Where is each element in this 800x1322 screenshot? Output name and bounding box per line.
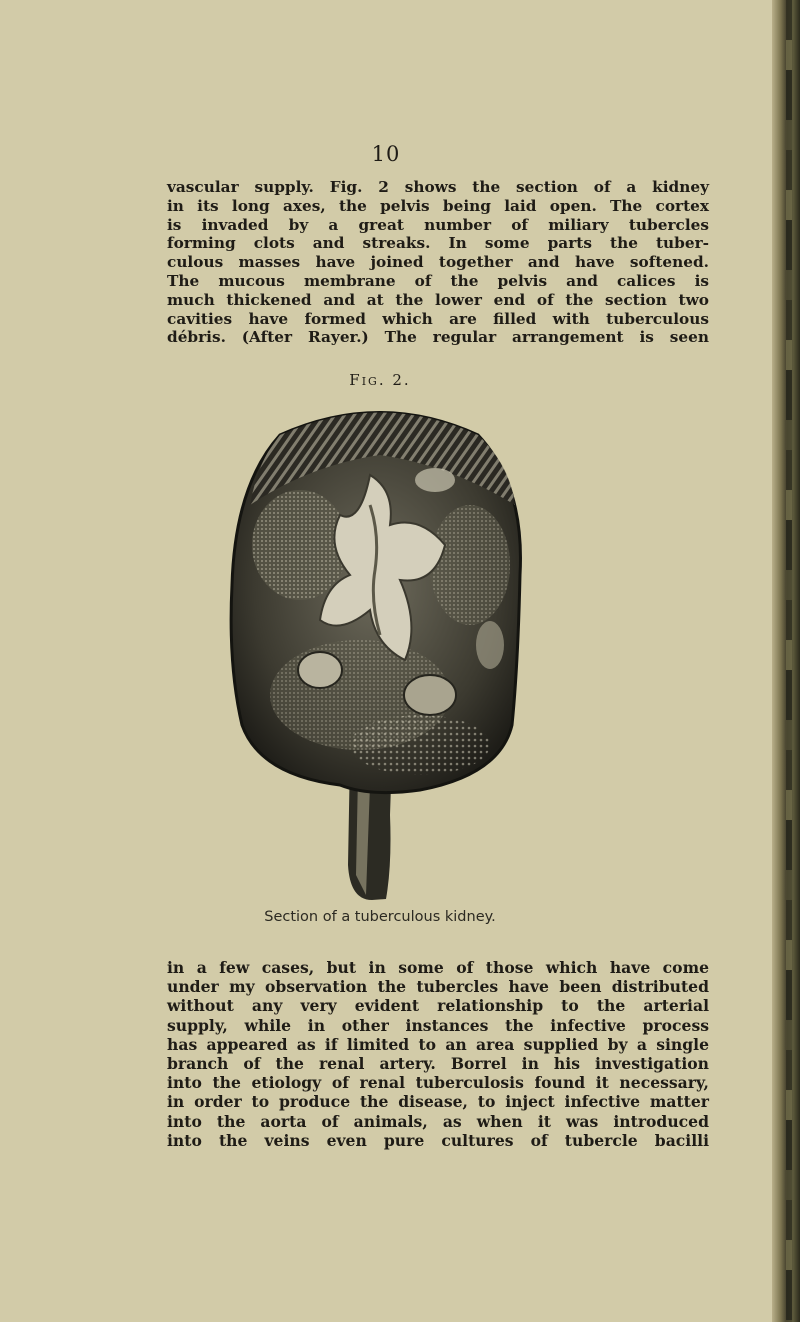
page-number: 10 xyxy=(371,142,401,166)
paragraph-2 xyxy=(167,958,709,1150)
text-line: under my observation the tubercles have been distributed xyxy=(167,977,709,997)
text-line: is invaded by a great number of miliary tubercles xyxy=(167,215,709,234)
kidney-section-illustration xyxy=(220,395,540,907)
text-line: supply, while in other instances the infective process xyxy=(167,1015,709,1035)
text-line: much thickened and at the lower end of the section two xyxy=(167,290,709,309)
page-edge-strip xyxy=(786,0,792,1322)
text-line: in its long axes, the pelvis being laid open. The cortex xyxy=(167,196,709,215)
text-line: branch of the renal artery. Borrel in his investigation xyxy=(167,1054,709,1074)
text-line: into the aorta of animals, as when it was introduced xyxy=(167,1111,709,1131)
text-line: The mucous membrane of the pelvis and calices is xyxy=(167,271,709,290)
text-line: cavities have formed which are filled with tuberculous xyxy=(167,309,709,328)
text-line: has appeared as if limited to an area supplied by a single xyxy=(167,1034,709,1054)
text-line: forming clots and streaks. In some parts the tuber- xyxy=(167,234,709,253)
figure-label: Fig. 2. xyxy=(349,371,411,389)
text-line: in order to produce the disease, to inject infective matter xyxy=(167,1092,709,1112)
text-line: culous masses have joined together and have softened. xyxy=(167,253,709,272)
text-line: into the veins even pure cultures of tubercle bacilli xyxy=(167,1130,709,1150)
paragraph-1 xyxy=(167,178,709,347)
book-edge xyxy=(772,0,800,1322)
figure-caption: Section of a tuberculous kidney. xyxy=(264,909,496,925)
text-line: in a few cases, but in some of those which have come xyxy=(167,958,709,977)
text-line: without any very evident relationship to the arterial xyxy=(167,996,709,1016)
text-line: débris. (After Rayer.) The regular arrangement is seen xyxy=(167,328,709,347)
text-line: vascular supply. Fig. 2 shows the section of a kidney xyxy=(167,178,709,196)
text-line: into the etiology of renal tuberculosis found it necessary, xyxy=(167,1073,709,1093)
